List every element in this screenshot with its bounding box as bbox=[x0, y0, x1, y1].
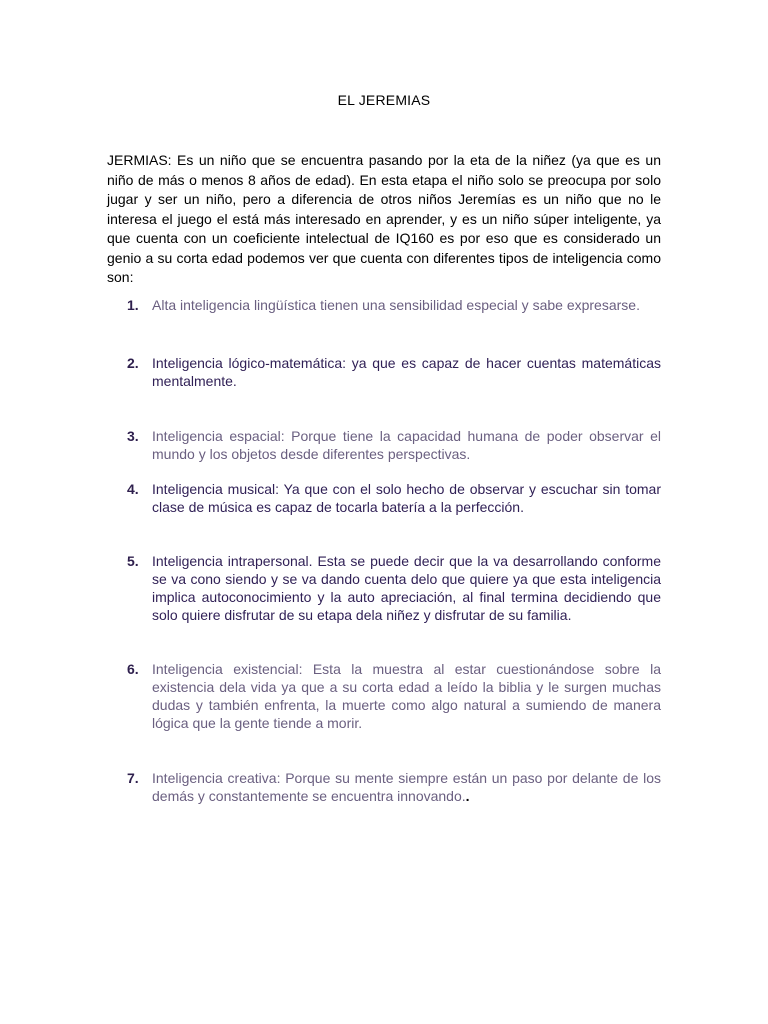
list-item bbox=[127, 660, 661, 732]
intro-paragraph: JERMIAS: Es un niño que se encuentra pasando por la eta de la niñez (ya que es un niño de más o menos 8 años de edad). En esta etapa el niño solo se preocupa por solo jugar y ser un niño, pero a diferencia de otros niños Jeremías es un niño que no le interesa el juego el está más interesado en aprender, y es un niño súper inteligente, ya que cuenta con un coeficiente intelectual de IQ160 es por eso que es considerado un genio a su corta edad podemos ver que cuenta con diferentes tipos de inteligencia como son: bbox=[107, 152, 661, 285]
list-item-text: Inteligencia lógico-matemática: ya que es capaz de hacer cuentas matemáticas mentalmente. bbox=[152, 355, 661, 389]
list-item bbox=[127, 427, 661, 463]
list-item bbox=[127, 552, 661, 624]
list-item-text: Inteligencia intrapersonal. Esta se puede decir que la va desarrollando conforme se va cono siendo y se va dando cuenta delo que quiere ya que esta inteligencia implica autoconocimiento y la auto apreciación, al final termina decidiendo que solo quiere disfrutar de su etapa dela niñez y disfrutar de su familia. bbox=[152, 553, 661, 623]
list-item bbox=[127, 480, 661, 516]
list-item-text: Inteligencia musical: Ya que con el solo hecho de observar y escuchar sin tomar clase de música es capaz de tocarla batería a la perfección. bbox=[152, 481, 661, 515]
list-item-number: 4. bbox=[127, 481, 139, 497]
list-item bbox=[127, 296, 661, 314]
list-item-text bbox=[152, 769, 661, 805]
list-item-text-body: Inteligencia creativa: Porque su mente siempre están un paso por delante de los demás y constantemente se encuentra innovando. bbox=[152, 770, 661, 804]
list-item-number: 1. bbox=[127, 297, 139, 313]
list-item-number: 3. bbox=[127, 428, 139, 444]
list-item-text: Inteligencia espacial: Porque tiene la capacidad humana de poder observar el mundo y los objetos desde diferentes perspectivas. bbox=[152, 428, 661, 462]
final-period: . bbox=[465, 788, 470, 804]
list-item-number: 6. bbox=[127, 661, 139, 677]
list-item-text: Inteligencia existencial: Esta la muestra al estar cuestionándose sobre la existencia dela vida ya que a su corta edad a leído la biblia y le surgen muchas dudas y también enfrenta, la muerte como algo natural a sumiendo de manera lógica que la gente tiende a morir. bbox=[152, 661, 661, 731]
list-item-text: Alta inteligencia lingüística tienen una sensibilidad especial y sabe expresarse. bbox=[152, 297, 640, 313]
list-item bbox=[127, 769, 661, 805]
document-title: EL JEREMIAS bbox=[337, 92, 431, 108]
list-item-number: 2. bbox=[127, 355, 139, 371]
list-item-number: 7. bbox=[127, 770, 139, 786]
list-item bbox=[127, 354, 661, 390]
list-item-number: 5. bbox=[127, 553, 139, 569]
